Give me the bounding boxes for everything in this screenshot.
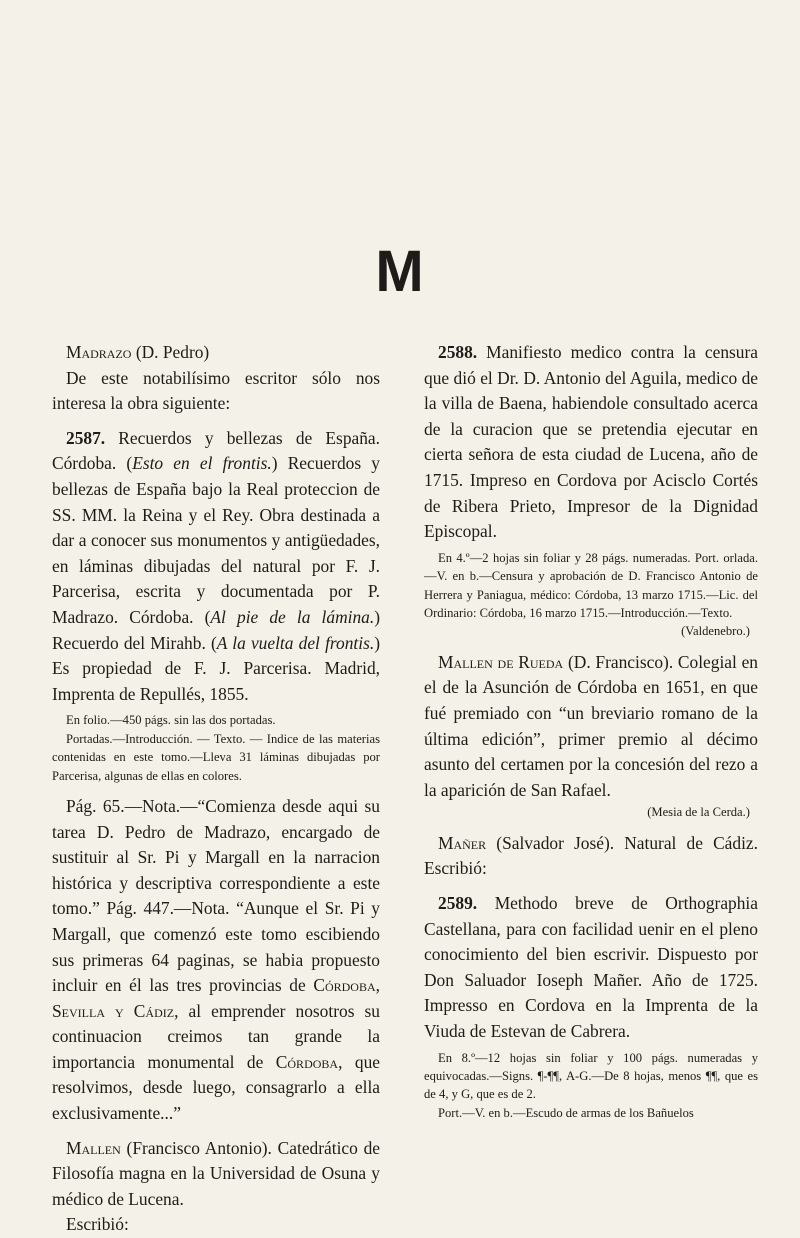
quote-text: , que resolvimos, desde luego, consagrarlo a ella exclusivamente...” [52, 1051, 380, 1124]
author-description: (Francisco Antonio). Catedrático de Filosofía magna en la Universidad de Osuna y médico de Lucena. [52, 1137, 380, 1209]
left-column [52, 340, 380, 1238]
entry-2589-note-port: Port.—V. en b.—Escudo de armas de los Bañuelos [438, 1105, 694, 1120]
author-name: Madrazo [66, 342, 132, 362]
entry-number: 2587. [66, 427, 106, 448]
section-letter: M [375, 239, 425, 304]
note-text: , A-G.—De 8 hojas, menos [558, 1068, 706, 1083]
author-description: (Salvador José). Natural de Cádiz. Escribió: [424, 832, 758, 879]
entry-text: Recuerdos y bellezas de España. Córdoba. ( [52, 427, 380, 474]
author-heading-maner [424, 831, 758, 882]
entry-number: 2589. [438, 892, 478, 913]
author-source: (Mesia de la Cerda.) [647, 805, 750, 820]
quote-text: , al emprender nosotros su continuacion creimos tan grande la importancia monumental de [52, 1000, 381, 1072]
entry-italic: Al pie de la lámina. [210, 606, 375, 627]
entry-number: 2588. [438, 342, 478, 362]
entry-2588-note: En 4.º—2 hojas sin foliar y 28 págs. numeradas. Port. orlada.—V. en b.—Censura y aprobación de D. Francisco Antonio de Herrera y Paniagua, médico: Córdoba, 13 marzo 1715.—Lic. del Ordinario: Córdoba, 16 marzo 1715.—Introducción.—Texto. [424, 550, 758, 620]
author-description: (D. Francisco). Colegial en el de la Asunción de Córdoba en 1651, en que fué premiado con “un breviario romano de la última edición”, primer premio al décimo asunto del certamen por la concesión del rezo a la aparición de San Rafael. [424, 651, 758, 800]
note-text: , que es de 4, y G, que es de 2. [424, 1068, 759, 1102]
entry-text: Manifiesto medico contra la censura que dió el Dr. D. Antonio del Aguila, medico de la villa de Baena, habiendole consultado acerca de la curacion que se pretendia ejecutar en cierta señora de esta ciudad de Lucena, año de 1715. Impreso en Cordova por Acisclo Cortés de Ribera Prieto, Impresor de la Dignidad Episcopal. [424, 342, 758, 542]
entry-2587 [52, 426, 380, 708]
author-name: Mallen de Rueda [438, 651, 564, 672]
entry-text: ) Es propiedad de F. J. Parcerisa. Madrid, Imprenta de Repullés, 1855. [52, 632, 380, 704]
entry-italic: A la vuelta del frontis. [216, 632, 375, 653]
entry-text: Methodo breve de Orthographia Castellana, para con facilidad uenir en el pleno conocimiento del bien escrivir. Dispuesto por Don Saluador Ioseph Mañer. Año de 1725. Impresso en Cordova en la Imprenta de la Viuda de Estevan de Cabrera. [424, 892, 758, 1041]
entry-italic: Esto en el frontis. [132, 453, 272, 474]
author-intro: De este notabilísimo escritor sólo nos interesa la obra siguiente: [52, 367, 380, 414]
author-heading-mallen-de-rueda [424, 650, 758, 804]
quote-provinces: Córdoba, Sevilla y Cádiz [52, 975, 380, 1021]
right-column [424, 340, 758, 1122]
author-heading-mallen [52, 1136, 380, 1213]
entry-text: ) Recuerdo del Mirahb. ( [52, 606, 380, 653]
author-wrote: Escribió: [66, 1214, 129, 1235]
entry-2587-note-contents: Portadas.—Introducción. — Texto. — Indice de las materias contenidas en este tomo.—Lleva 31 láminas dibujadas por Parcerisa, algunas de ellas en colores. [52, 731, 380, 783]
entry-2588-source: (Valdenebro.) [681, 624, 750, 639]
entry-2589 [424, 891, 758, 1045]
signature-glyph-icon: ¶-¶¶ [537, 1068, 559, 1083]
entry-2588 [424, 340, 758, 545]
signature-glyph-icon: ¶¶ [705, 1068, 718, 1083]
entry-2587-quote [52, 794, 380, 1127]
entry-2587-note-format: En folio.—450 págs. sin las dos portadas. [66, 713, 276, 728]
quote-text: Pág. 65.—Nota.—“Comienza desde aqui su tarea D. Pedro de Madrazo, encargado de sustituir al Sr. Pi y Margall en la narracion histórica y descriptiva correspondiente a este tomo.” Pág. 447.—Nota. “Aunque el Sr. Pi y Margall, que comenzó este tomo escibiendo sus primeras 64 paginas, se habia propuesto incluir en él las tres provincias de [52, 795, 380, 996]
author-name: Mañer [438, 832, 487, 853]
author-heading-madrazo [52, 340, 380, 366]
quote-province: Córdoba [275, 1051, 339, 1072]
entry-2589-note [424, 1049, 758, 1104]
author-given-name: (D. Pedro) [131, 342, 210, 362]
author-name: Mallen [66, 1137, 121, 1158]
entry-text: ) Recuerdos y bellezas de España bajo la Real proteccion de SS. MM. la Reina y el Rey. Obra destinada a dar a conocer sus monumentos y antigüedades, en láminas dibujadas del natural por F. J. Parcerisa, escrita y documentada por P. Madrazo. Córdoba. ( [52, 453, 380, 627]
note-text: En 8.º—12 hojas sin foliar y 100 págs. numeradas y equivocadas.—Signs. [424, 1050, 758, 1083]
